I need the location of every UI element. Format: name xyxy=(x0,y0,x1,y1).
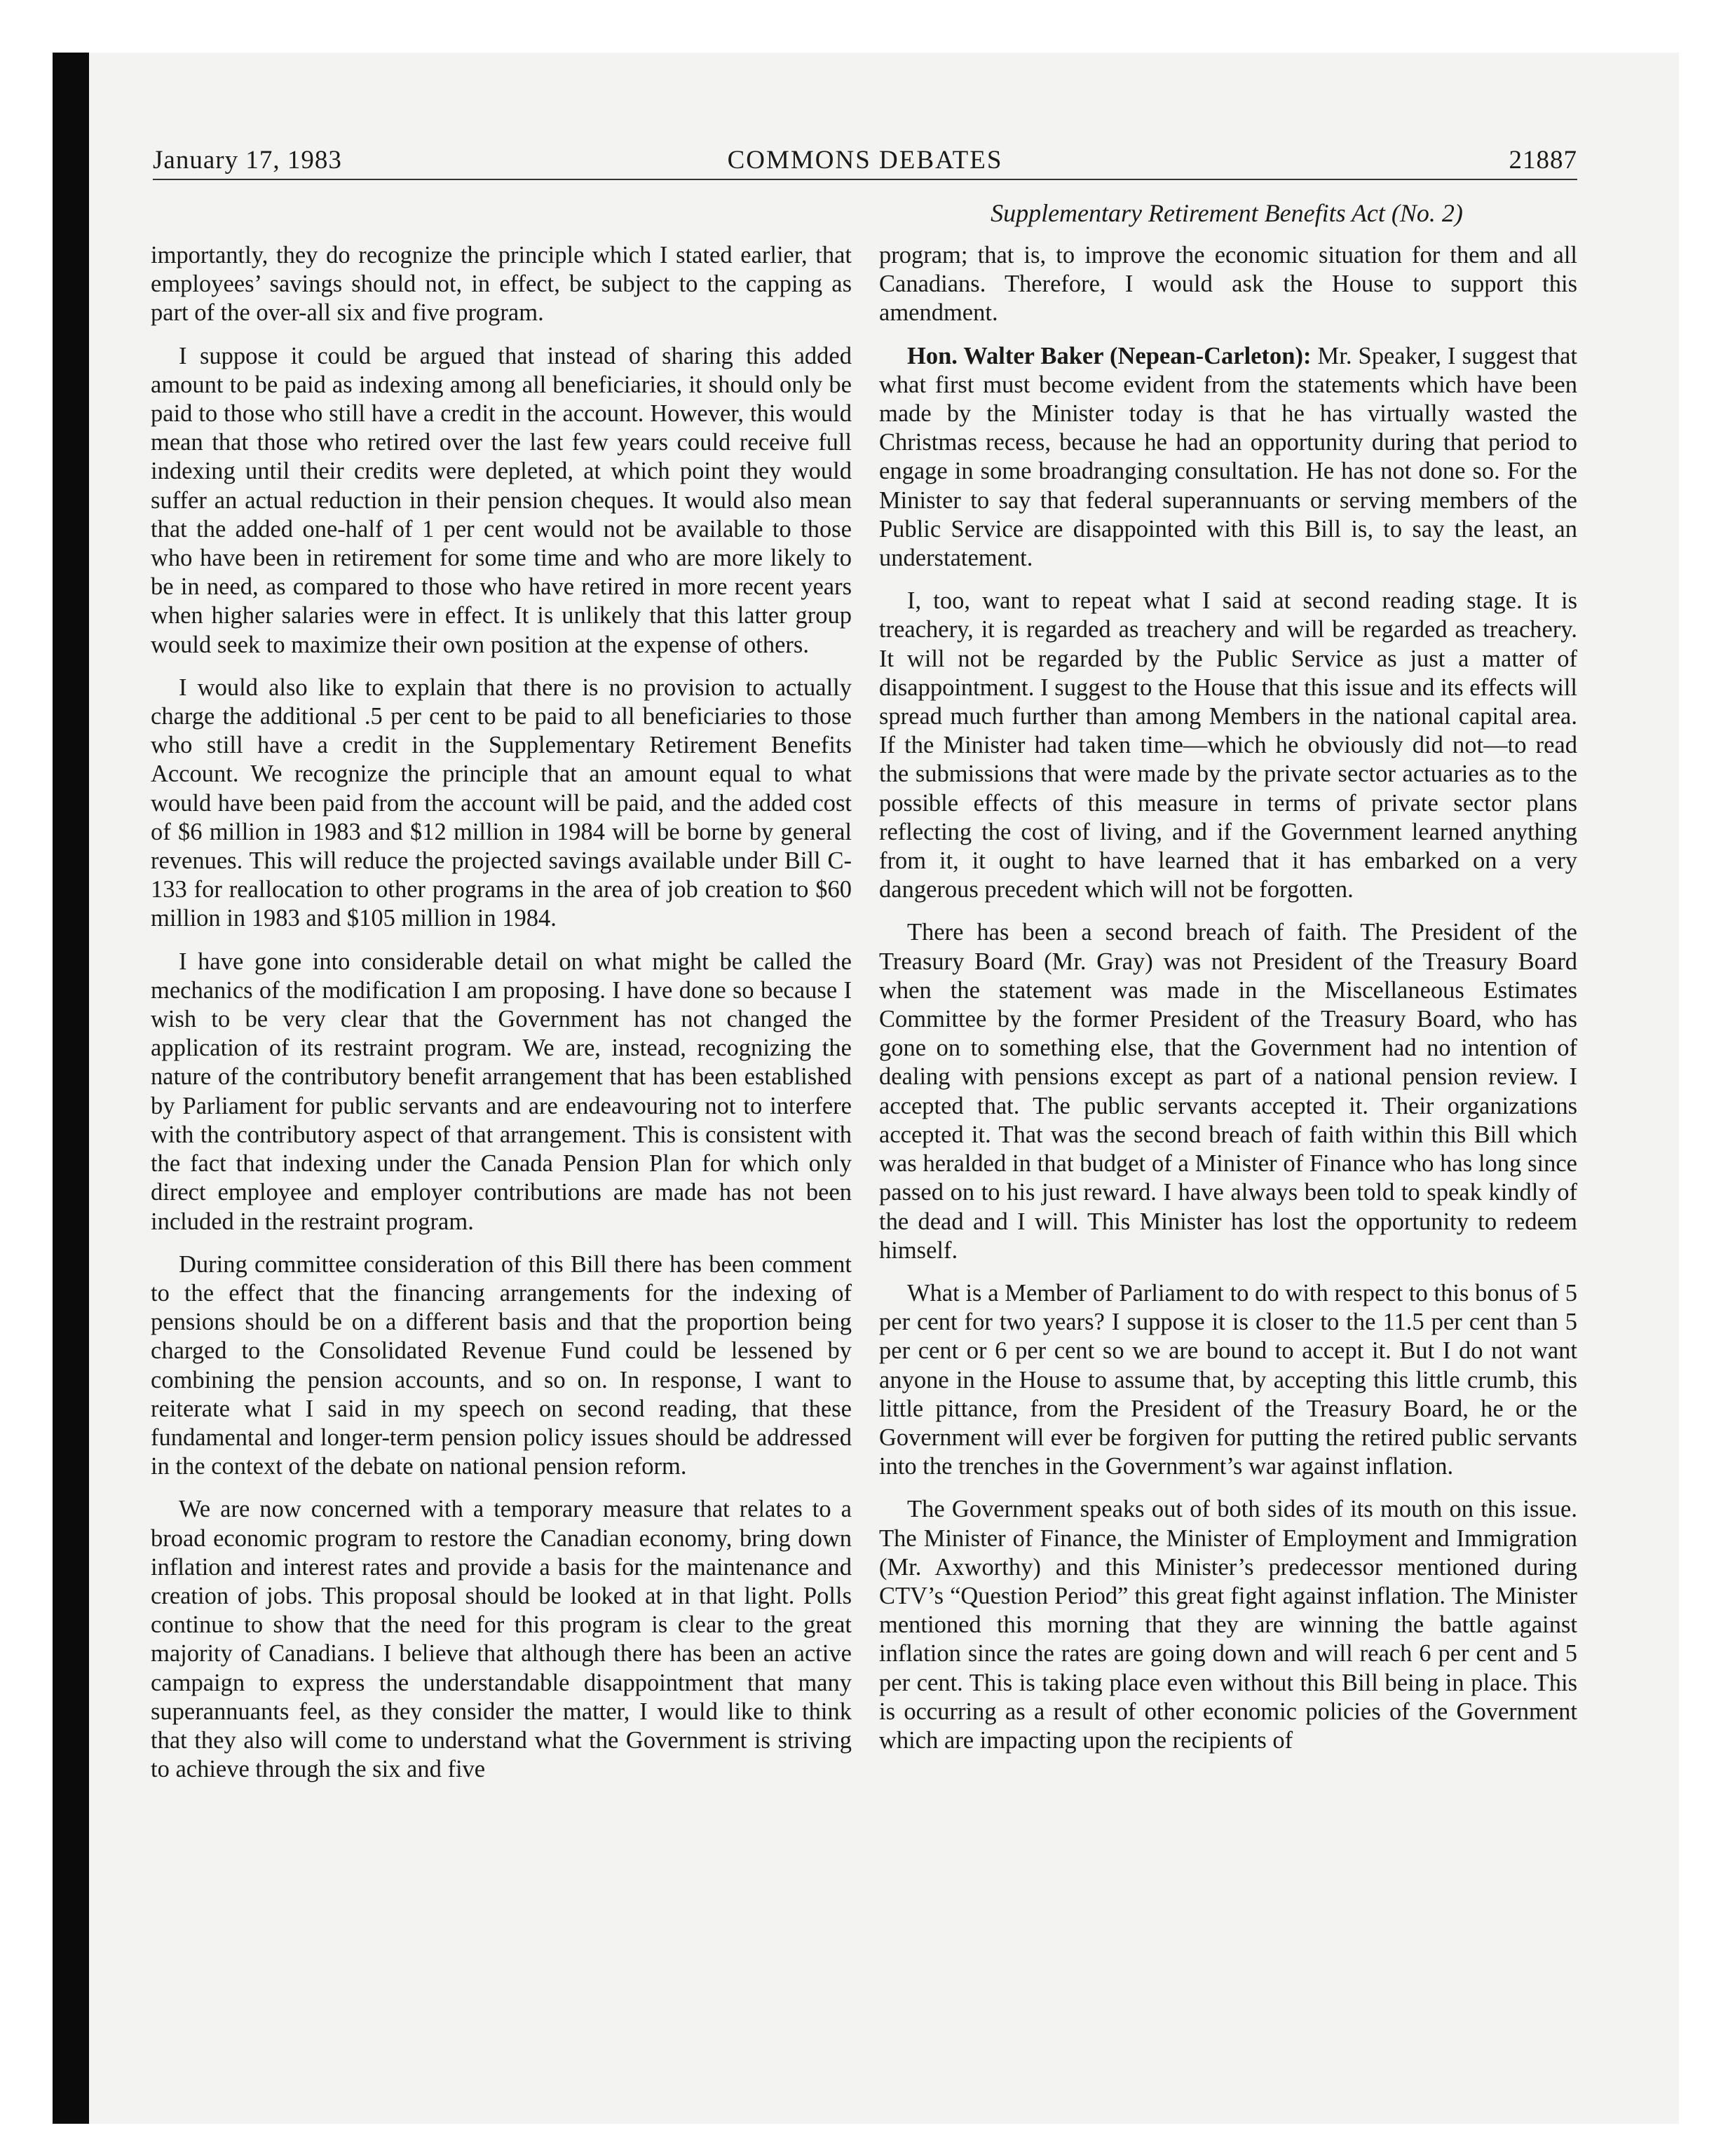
running-title: Supplementary Retirement Benefits Act (No. 2) xyxy=(991,199,1463,227)
speech-text: Mr. Speaker, I suggest that what first must become evident from the statements which have been made by the Minister today is that he has virtually wasted the Christmas recess, because he had an opportunity during that period to engage in some broadranging consultation. He has not done so. For the Minister to say that federal superannuants or serving members of the Public Service are disappointed with this Bill is, to say the least, an understatement. xyxy=(879,342,1577,572)
right-column xyxy=(879,241,1577,1769)
paragraph: program; that is, to improve the economic situation for them and all Canadians. Therefore, I would ask the House to support this amendment. xyxy=(879,242,1577,327)
paragraph: We are now concerned with a temporary measure that relates to a broad economic program to restore the Canadian economy, bring down inflation and interest rates and provide a basis for the maintenance and creation of jobs. This proposal should be looked at in that light. Polls continue to show that the need for this program is clear to the great majority of Canadians. I believe that although there has been an active campaign to express the understandable disappointment that many superannuants feel, as they consider the matter, I would like to think that they also will come to understand what the Government is striving to achieve through the six and five xyxy=(151,1496,852,1783)
paragraph: I would also like to explain that there is no provision to actually charge the additional .5 per cent to be paid to all beneficiaries to those who still have a credit in the Supplementary Retirement Benefits Account. We recognize the principle that an amount equal to what would have been paid from the account will be paid, and the added cost of $6 million in 1983 and $12 million in 1984 will be borne by general revenues. This will reduce the projected savings available under Bill C-133 for reallocation to other programs in the area of job creation to $60 million in 1983 and $105 million in 1984. xyxy=(151,674,852,932)
header-date: January 17, 1983 xyxy=(153,146,342,175)
paragraph: I suppose it could be argued that instead of sharing this added amount to be paid as indexing among all beneficiaries, it should only be paid to those who still have a credit in the account. However, this would mean that those who retired over the last few years could receive full indexing until their credits were depleted, at which point they would suffer an actual reduction in their pension cheques. It would also mean that the added one-half of 1 per cent would not be available to those who have been in retirement for some time and who are more likely to be in need, as compared to those who have retired in more recent years when higher salaries were in effect. It is unlikely that this latter group would seek to maximize their own position at the expense of others. xyxy=(151,342,852,658)
left-column xyxy=(151,241,852,1798)
speech-paragraph xyxy=(879,342,1577,573)
page-header xyxy=(153,144,1577,180)
header-journal-title: COMMONS DEBATES xyxy=(727,146,1003,175)
paragraph: During committee consideration of this Bill there has been comment to the effect that the financing arrangements for the indexing of pensions should be on a different basis and that the proportion being charged to the Consolidated Revenue Fund could be lessened by combining the pension accounts, and so on. In response, I want to reiterate what I said in my speech on second reading, that these fundamental and longer-term pension policy issues should be addressed in the context of the debate on national pension reform. xyxy=(151,1250,852,1480)
speaker-name: Hon. Walter Baker (Nepean-Carleton): xyxy=(907,342,1312,369)
header-page-number: 21887 xyxy=(1509,146,1577,175)
paragraph: importantly, they do recognize the principle which I stated earlier, that employees’ savings should not, in effect, be subject to the capping as part of the over-all six and five program. xyxy=(151,242,852,327)
paragraph: I, too, want to repeat what I said at second reading stage. It is treachery, it is regarded as treachery and will be regarded as treachery. It will not be regarded by the Public Service as just a matter of disappointment. I suggest to the House that this issue and its effects will spread much further than among Members in the national capital area. If the Minister had taken time—which he obviously did not—to read the submissions that were made by the private sector actuaries as to the possible effects of this measure in terms of private sector plans reflecting the cost of living, and if the Government learned anything from it, it ought to have learned that it has embarked on a very dangerous precedent which will not be forgotten. xyxy=(879,587,1577,903)
paragraph: There has been a second breach of faith. The President of the Treasury Board (Mr. Gray) was not President of the Treasury Board when the statement was made in the Miscellaneous Estimates Committee by the former President of the Treasury Board, who has gone on to something else, that the Government had no intention of dealing with pensions except as part of a national pension review. I accepted that. The public servants accepted it. Their organizations accepted it. That was the second breach of faith within this Bill which was heralded in that budget of a Minister of Finance who has long since passed on to his just reward. I have always been told to speak kindly of the dead and I will. This Minister has lost the opportunity to redeem himself. xyxy=(879,919,1577,1264)
scan-border xyxy=(53,53,89,2124)
paragraph: I have gone into considerable detail on what might be called the mechanics of the modification I am proposing. I have done so because I wish to be very clear that the Government has not changed the application of its restraint program. We are, instead, recognizing the nature of the contributory benefit arrangement that has been established by Parliament for public servants and are endeavouring not to interfere with the contributory aspect of that arrangement. This is consistent with the fact that indexing under the Canada Pension Plan for which only direct employee and employer contributions are made has not been included in the restraint program. xyxy=(151,948,852,1235)
paragraph: What is a Member of Parliament to do with respect to this bonus of 5 per cent for two years? I suppose it is closer to the 11.5 per cent than 5 per cent or 6 per cent so we are bound to accept it. But I do not want anyone in the House to assume that, by accepting this little crumb, this little pittance, from the President of the Treasury Board, he or the Government will ever be forgiven for putting the retired public servants into the trenches in the Government’s war against inflation. xyxy=(879,1279,1577,1480)
paragraph: The Government speaks out of both sides of its mouth on this issue. The Minister of Finance, the Minister of Employment and Immigration (Mr. Axworthy) and this Minister’s predecessor mentioned during CTV’s “Question Period” this great fight against inflation. The Minister mentioned this morning that they are winning the battle against inflation since the rates are going down and will reach 6 per cent and 5 per cent. This is taking place even without this Bill being in place. This is occurring as a result of other economic policies of the Government which are impacting upon the recipients of xyxy=(879,1496,1577,1754)
